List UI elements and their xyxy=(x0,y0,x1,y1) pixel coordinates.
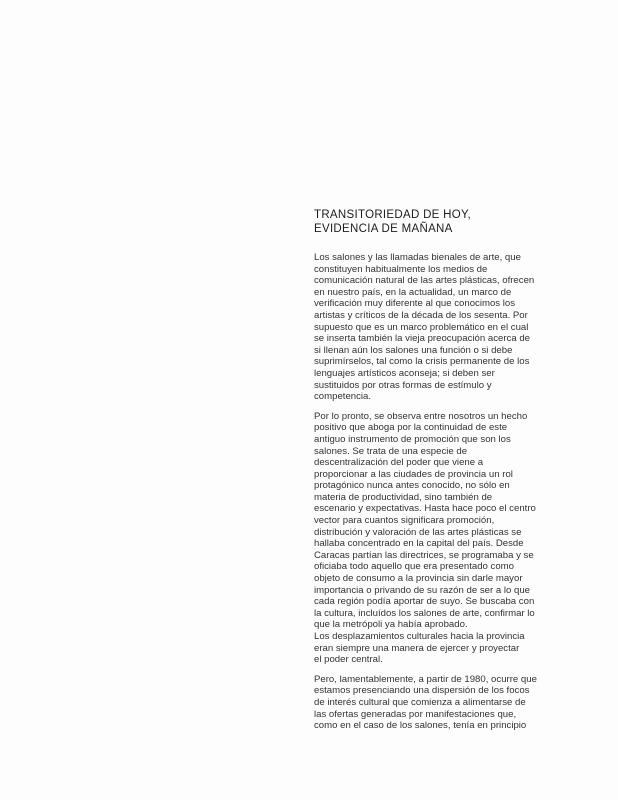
text-line: supuesto que es un marco problemático en el cual xyxy=(314,321,529,333)
text-line: constituyen habitualmente los medios de xyxy=(314,263,488,275)
text-line: salones. Se trata de una especie de xyxy=(314,445,468,457)
text-line: descentralización del poder que viene a xyxy=(314,457,484,469)
text-line: artistas y críticos de la década de los sesenta. Por xyxy=(314,309,528,321)
text-line: antiguo instrumento de promoción que son los xyxy=(314,433,511,445)
text-line: verificación muy diferente al que conocimos los xyxy=(314,298,516,310)
title-line: TRANSITORIEDAD DE HOY, xyxy=(314,209,471,221)
text-line: hallaba concentrado en la capital del país. Desde xyxy=(314,538,524,550)
text-line: sustituidos por otras formas de estímulo y xyxy=(314,379,492,391)
text-line: si llenan aún los salones una función o si debe xyxy=(314,344,513,356)
article xyxy=(314,208,548,740)
text-line: positivo que aboga por la continuidad de este xyxy=(314,422,508,434)
paragraph-2 xyxy=(314,411,548,666)
text-line: escenario y expectativas. Hasta hace poco el centro xyxy=(314,503,536,515)
paragraph-1 xyxy=(314,252,548,403)
article-body xyxy=(314,252,548,732)
text-line: competencia. xyxy=(314,391,372,403)
text-line: distribución y valoración de las artes plásticas se xyxy=(314,526,522,538)
text-line: suprimírselos, tal como la crisis permanente de los xyxy=(314,356,530,368)
text-line: como en el caso de los salones, tenía en principio xyxy=(314,720,527,732)
text-line: de interés cultural que comienza a alimentarse de xyxy=(314,696,526,708)
text-line: vector para cuantos significara promoción, xyxy=(314,515,495,527)
text-line: Pero, lamentablemente, a partir de 1980, ocurre que xyxy=(314,673,537,685)
paragraph-3 xyxy=(314,674,548,732)
text-line: las ofertas generadas por manifestaciones que, xyxy=(314,708,517,720)
text-line: objeto de consumo a la provincia sin darle mayor xyxy=(314,573,523,585)
text-line: eran siempre una manera de ejercer y proyectar xyxy=(314,642,520,654)
text-line: el poder central. xyxy=(314,654,383,666)
text-line: la cultura, incluídos los salones de arte, confirmar lo xyxy=(314,607,535,619)
text-line: que la metrópoli ya había aprobado. xyxy=(314,619,468,631)
text-line: importancia o privando de su razón de ser a lo que xyxy=(314,584,530,596)
title-line: EVIDENCIA DE MAÑANA xyxy=(314,223,453,235)
text-line: cada región podía aportar de suyo. Se buscaba con xyxy=(314,596,535,608)
article-title xyxy=(314,208,548,236)
text-line: Caracas partían las directrices, se programaba y se xyxy=(314,549,534,561)
text-line: estamos presenciando una dispersión de los focos xyxy=(314,685,530,697)
text-line: comunicación natural de las artes plásticas, ofrecen xyxy=(314,275,535,287)
text-line: Los salones y las llamadas bienales de arte, que xyxy=(314,252,521,263)
text-line: en nuestro país, en la actualidad, un marco de xyxy=(314,286,512,298)
text-line: Los desplazamientos culturales hacia la provincia xyxy=(314,631,525,642)
text-line: materia de productividad, sino también de xyxy=(314,491,493,503)
text-line: lenguajes artísticos aconseja; si deben ser xyxy=(314,367,495,379)
text-line: se inserta también la vieja preocupación acerca de xyxy=(314,333,530,345)
text-line: proporcionar a las ciudades de provincia un rol xyxy=(314,468,513,480)
text-line: protagónico nunca antes conocido, no sólo en xyxy=(314,480,510,492)
text-line: Por lo pronto, se observa entre nosotros un hecho xyxy=(314,410,528,422)
text-line: oficiaba todo aquello que era presentado como xyxy=(314,561,515,573)
